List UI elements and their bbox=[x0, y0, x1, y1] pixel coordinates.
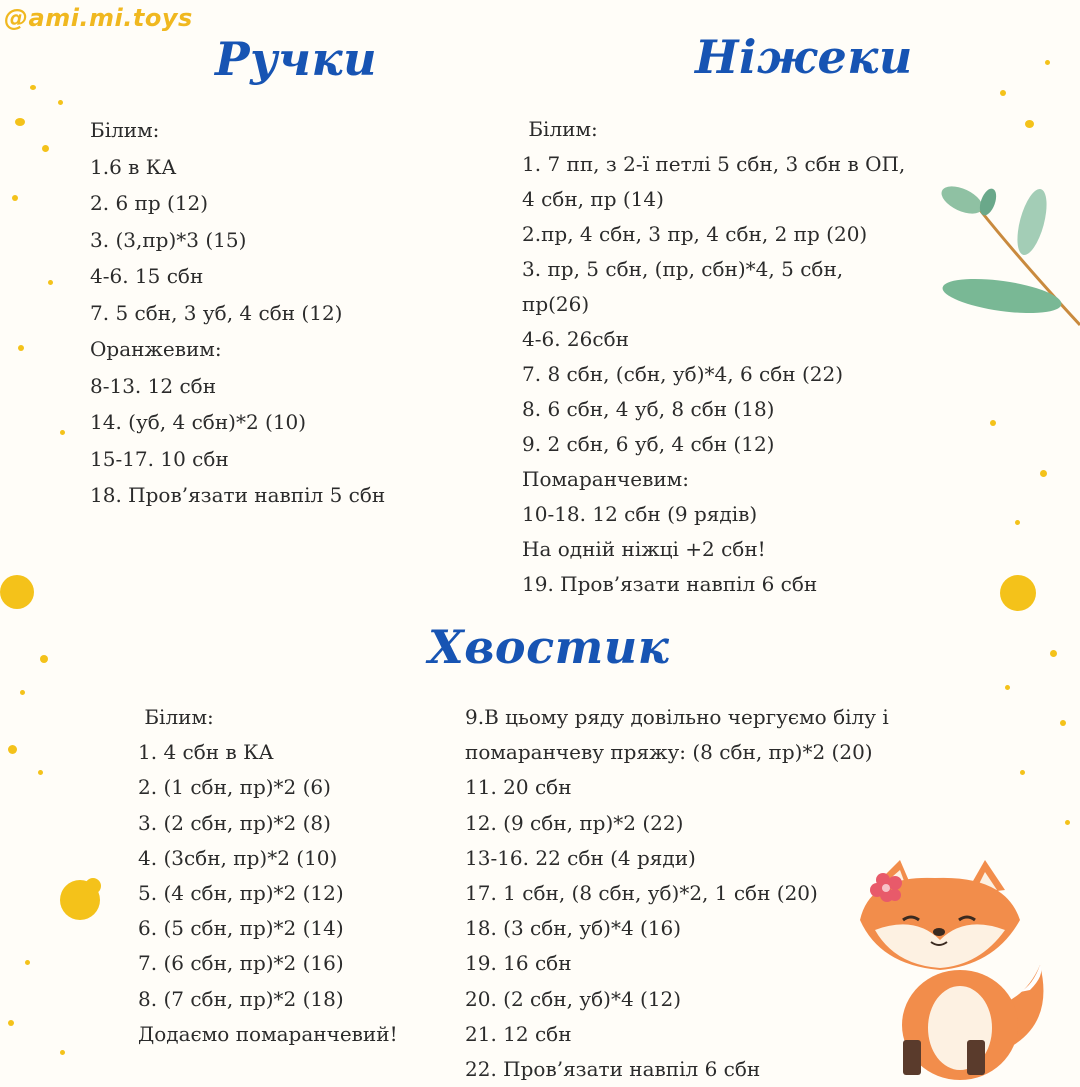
instruction-line: 3. пр, 5 сбн, (пр, сбн)*4, 5 сбн, bbox=[522, 257, 844, 281]
section-title-handles: Ручки bbox=[215, 32, 378, 86]
instruction-line: 4. (3сбн, пр)*2 (10) bbox=[138, 845, 338, 870]
instruction-line: 21. 12 сбн bbox=[465, 1021, 572, 1046]
instruction-line: 18. Пров’язати навпіл 5 сбн bbox=[90, 483, 386, 507]
instruction-line: 2. (1 сбн, пр)*2 (6) bbox=[138, 775, 331, 800]
instruction-line: 9.В цьому ряду довільно чергуємо білу і bbox=[465, 705, 889, 729]
instruction-line: 2.пр, 4 сбн, 3 пр, 4 сбн, 2 пр (20) bbox=[522, 222, 868, 246]
instruction-line: 12. (9 сбн, пр)*2 (22) bbox=[465, 810, 684, 835]
fox-icon bbox=[855, 850, 1055, 1080]
instruction-line: Помаранчевим: bbox=[522, 467, 689, 491]
instruction-line: 20. (2 сбн, уб)*4 (12) bbox=[465, 986, 682, 1011]
instruction-line: 3. (3,пр)*3 (15) bbox=[90, 227, 247, 252]
instruction-line: 2. 6 пр (12) bbox=[90, 191, 209, 215]
instruction-line: 17. 1 сбн, (8 сбн, уб)*2, 1 сбн (20) bbox=[465, 881, 818, 906]
instruction-line: 1.6 в КА bbox=[90, 154, 177, 179]
instruction-line: 1. 4 сбн в КА bbox=[138, 740, 274, 765]
instruction-line: Білим: bbox=[138, 705, 214, 729]
section-title-legs: Ніжеки bbox=[695, 30, 913, 84]
instruction-line: 5. (4 сбн, пр)*2 (12) bbox=[138, 881, 344, 906]
leaf-branch-icon bbox=[940, 170, 1080, 330]
instruction-line: 7. 5 сбн, 3 уб, 4 сбн (12) bbox=[90, 300, 343, 325]
instruction-line: 19. Пров’язати навпіл 6 сбн bbox=[522, 572, 818, 596]
instruction-line: Оранжевим: bbox=[90, 337, 222, 361]
instruction-line: 3. (2 сбн, пр)*2 (8) bbox=[138, 810, 331, 835]
instruction-line: 10-18. 12 сбн (9 рядів) bbox=[522, 502, 758, 526]
instruction-line: Додаємо помаранчевий! bbox=[138, 1021, 398, 1046]
instruction-line: Білим: bbox=[522, 117, 598, 141]
instruction-line: На одній ніжці +2 сбн! bbox=[522, 537, 766, 561]
instruction-line: 8-13. 12 сбн bbox=[90, 373, 217, 398]
instruction-line: помаранчеву пряжу: (8 сбн, пр)*2 (20) bbox=[465, 740, 873, 765]
brand-handle: @ami.mi.toys bbox=[4, 4, 193, 32]
instruction-line: 4-6. 15 сбн bbox=[90, 264, 204, 288]
instruction-line: 15-17. 10 сбн bbox=[90, 446, 229, 471]
tail-instructions-left bbox=[138, 700, 398, 1052]
instruction-line: 14. (уб, 4 сбн)*2 (10) bbox=[90, 410, 307, 434]
instruction-line: 18. (3 сбн, уб)*4 (16) bbox=[465, 916, 682, 941]
instruction-line: Білим: bbox=[90, 118, 160, 142]
section-title-tail: Хвостик bbox=[428, 620, 670, 674]
instruction-line: 6. (5 сбн, пр)*2 (14) bbox=[138, 916, 344, 941]
instruction-line: 11. 20 сбн bbox=[465, 775, 572, 800]
instruction-line: 7. (6 сбн, пр)*2 (16) bbox=[138, 951, 344, 976]
instruction-line: 4 сбн, пр (14) bbox=[522, 187, 664, 211]
instruction-line: 4-6. 26сбн bbox=[522, 327, 629, 351]
instruction-line: пр(26) bbox=[522, 292, 590, 316]
instruction-line: 1. 7 пп, з 2-ї петлі 5 сбн, 3 сбн в ОП, bbox=[522, 152, 906, 176]
handles-instructions bbox=[90, 112, 385, 514]
instruction-line: 13-16. 22 сбн (4 ряди) bbox=[465, 845, 696, 870]
instruction-line: 22. Пров’язати навпіл 6 сбн bbox=[465, 1057, 761, 1082]
instruction-line: 19. 16 сбн bbox=[465, 951, 572, 976]
tail-instructions-right bbox=[465, 700, 889, 1087]
instruction-line: 9. 2 сбн, 6 уб, 4 сбн (12) bbox=[522, 432, 775, 456]
instruction-line: 7. 8 сбн, (сбн, уб)*4, 6 сбн (22) bbox=[522, 362, 844, 386]
instruction-line: 8. 6 сбн, 4 уб, 8 сбн (18) bbox=[522, 397, 775, 421]
legs-instructions bbox=[522, 112, 905, 602]
instruction-line: 8. (7 сбн, пр)*2 (18) bbox=[138, 986, 344, 1011]
